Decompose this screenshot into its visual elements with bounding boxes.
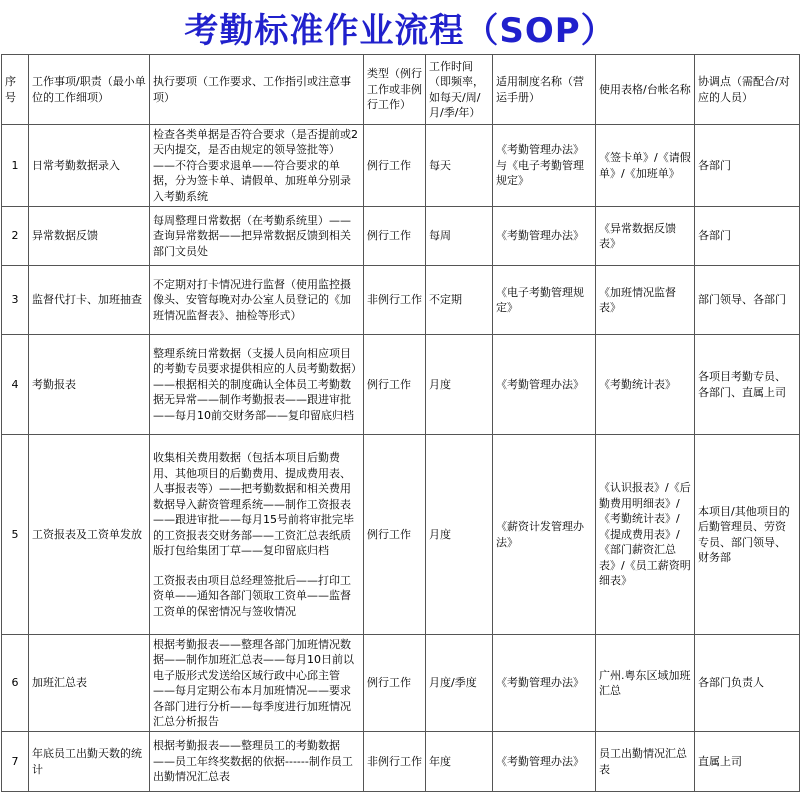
cell-task: 考勤报表 bbox=[29, 335, 150, 435]
cell-policy: 《考勤管理办法》 bbox=[493, 207, 596, 266]
header-time: 工作时间（即频率，如每天/周/月/季/年） bbox=[426, 55, 493, 125]
cell-seq: 7 bbox=[2, 732, 29, 792]
cell-time: 年度 bbox=[426, 732, 493, 792]
cell-time: 每天 bbox=[426, 125, 493, 207]
cell-coord: 各部门 bbox=[695, 125, 800, 207]
cell-forms: 广州.粤东区域加班汇总 bbox=[596, 635, 695, 732]
cell-coord: 直属上司 bbox=[695, 732, 800, 792]
cell-forms: 《考勤统计表》 bbox=[596, 335, 695, 435]
cell-policy: 《考勤管理办法》 bbox=[493, 732, 596, 792]
header-type: 类型（例行工作或非例行工作） bbox=[364, 55, 426, 125]
cell-points: 不定期对打卡情况进行监督（使用监控摄像头、安管每晚对办公室人员登记的《加班情况监督表》、抽检等形式） bbox=[150, 266, 364, 335]
cell-points: 根据考勤报表——整理员工的考勤数据——员工年终奖数据的依据------制作员工出勤情况汇总表 bbox=[150, 732, 364, 792]
sop-table bbox=[1, 54, 800, 792]
cell-forms: 《认识报表》/《后勤费用明细表》/《考勤统计表》/《提成费用表》/《部门薪资汇总表》/《员工薪资明细表》 bbox=[596, 435, 695, 635]
table-row bbox=[2, 207, 800, 266]
cell-task: 日常考勤数据录入 bbox=[29, 125, 150, 207]
cell-policy: 《考勤管理办法》与《电子考勤管理规定》 bbox=[493, 125, 596, 207]
cell-task: 加班汇总表 bbox=[29, 635, 150, 732]
cell-task: 工资报表及工资单发放 bbox=[29, 435, 150, 635]
cell-type: 例行工作 bbox=[364, 635, 426, 732]
cell-coord: 各部门负责人 bbox=[695, 635, 800, 732]
cell-task: 异常数据反馈 bbox=[29, 207, 150, 266]
table-row bbox=[2, 435, 800, 635]
cell-seq: 2 bbox=[2, 207, 29, 266]
cell-forms: 员工出勤情况汇总表 bbox=[596, 732, 695, 792]
cell-policy: 《考勤管理办法》 bbox=[493, 635, 596, 732]
cell-seq: 5 bbox=[2, 435, 29, 635]
cell-time: 月度 bbox=[426, 335, 493, 435]
cell-forms: 《异常数据反馈表》 bbox=[596, 207, 695, 266]
cell-policy: 《电子考勤管理规定》 bbox=[493, 266, 596, 335]
cell-time: 月度 bbox=[426, 435, 493, 635]
cell-seq: 4 bbox=[2, 335, 29, 435]
header-coord: 协调点（需配合/对应的人员） bbox=[695, 55, 800, 125]
cell-points bbox=[150, 435, 364, 635]
cell-forms: 《签卡单》/《请假单》/《加班单》 bbox=[596, 125, 695, 207]
header-forms: 使用表格/台帐名称 bbox=[596, 55, 695, 125]
cell-type: 例行工作 bbox=[364, 125, 426, 207]
table-row bbox=[2, 335, 800, 435]
header-seq: 序号 bbox=[2, 55, 29, 125]
cell-policy: 《考勤管理办法》 bbox=[493, 335, 596, 435]
cell-type: 例行工作 bbox=[364, 335, 426, 435]
cell-points: 整理系统日常数据（支援人员向相应项目的考勤专员要求提供相应的人员考勤数据）——根据相关的制度确认全体员工考勤数据无异常——制作考勤报表——跟进审批——每月10前交财务部——复印留底归档 bbox=[150, 335, 364, 435]
cell-coord: 本项目/其他项目的后勤管理员、劳资专员、部门领导、财务部 bbox=[695, 435, 800, 635]
cell-seq: 6 bbox=[2, 635, 29, 732]
header-points: 执行要项（工作要求、工作指引或注意事项） bbox=[150, 55, 364, 125]
cell-type: 非例行工作 bbox=[364, 266, 426, 335]
cell-type: 例行工作 bbox=[364, 207, 426, 266]
cell-type: 非例行工作 bbox=[364, 732, 426, 792]
header-policy: 适用制度名称（营运手册） bbox=[493, 55, 596, 125]
cell-time: 月度/季度 bbox=[426, 635, 493, 732]
cell-coord: 部门领导、各部门 bbox=[695, 266, 800, 335]
cell-time: 不定期 bbox=[426, 266, 493, 335]
cell-points: 每周整理日常数据（在考勤系统里）——查询异常数据——把异常数据反馈到相关部门文员处 bbox=[150, 207, 364, 266]
table-row bbox=[2, 732, 800, 792]
points-paragraph: 收集相关费用数据（包括本项目后勤费用、其他项目的后勤费用、提成费用表、人事报表等）——把考勤数据和相关费用数据导入薪资管理系统——制作工资报表——跟进审批——每月15号前将审批完毕的工资报表交财务部——工资汇总表纸质版打包给集团丁草——复印留底归档 bbox=[153, 451, 354, 557]
cell-seq: 3 bbox=[2, 266, 29, 335]
cell-task: 监督代打卡、加班抽查 bbox=[29, 266, 150, 335]
points-paragraph: 工资报表由项目总经理签批后——打印工资单——通知各部门领取工资单——监督工资单的保密情况与签收情况 bbox=[153, 573, 351, 618]
cell-coord: 各项目考勤专员、各部门、直属上司 bbox=[695, 335, 800, 435]
table-row bbox=[2, 266, 800, 335]
cell-coord: 各部门 bbox=[695, 207, 800, 266]
cell-forms: 《加班情况监督表》 bbox=[596, 266, 695, 335]
cell-time: 每周 bbox=[426, 207, 493, 266]
cell-policy: 《薪资计发管理办法》 bbox=[493, 435, 596, 635]
table-row bbox=[2, 125, 800, 207]
cell-task: 年底员工出勤天数的统计 bbox=[29, 732, 150, 792]
cell-points: 检查各类单据是否符合要求（是否提前或2天内提交，是否由规定的领导签批等）——不符合要求退单——符合要求的单据，分为签卡单、请假单、加班单分别录入考勤系统 bbox=[150, 125, 364, 207]
cell-type: 例行工作 bbox=[364, 435, 426, 635]
cell-seq: 1 bbox=[2, 125, 29, 207]
header-task: 工作事项/职责（最小单位的工作细项） bbox=[29, 55, 150, 125]
table-row bbox=[2, 635, 800, 732]
cell-points: 根据考勤报表——整理各部门加班情况数据——制作加班汇总表——每月10日前以电子版形式发送给区域行政中心邱主管——每月定期公布本月加班情况——要求各部门进行分析——每季度进行加班情况汇总分析报告 bbox=[150, 635, 364, 732]
table-header-row bbox=[2, 55, 800, 125]
page-title: 考勤标准作业流程（SOP） bbox=[184, 10, 616, 51]
